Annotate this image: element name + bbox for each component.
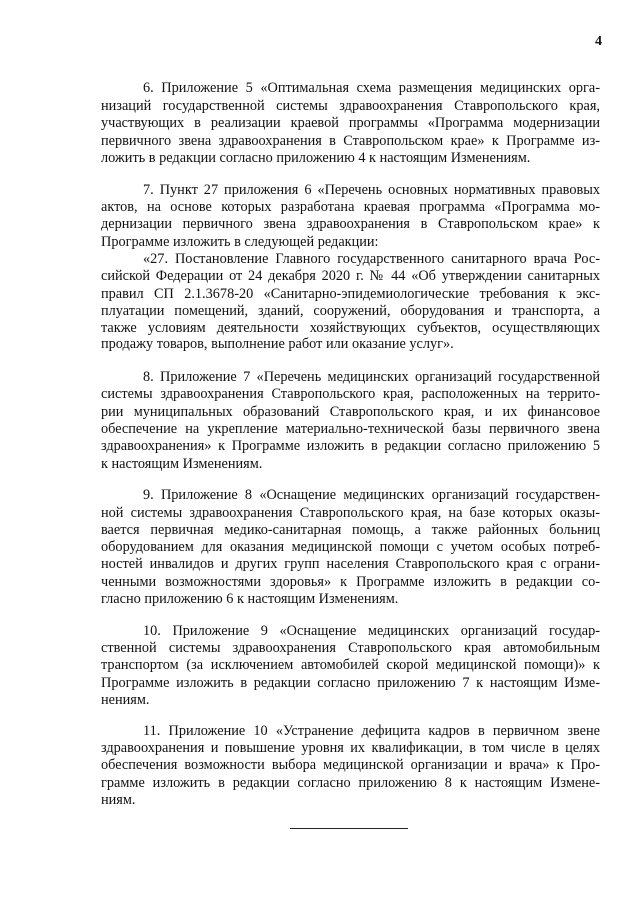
paragraph-11-line: обеспечения возможности выбора медицинской организации и врача» к Про- [101,757,600,773]
paragraph-7-line: 7. Пункт 27 приложения 6 «Перечень основных нормативных правовых [143,182,600,198]
paragraph-8-line: рии муниципальных образований Ставропольского края, и их финансовое [101,404,600,420]
paragraph-11-line: 11. Приложение 10 «Устранение дефицита кадров в первичном звене [143,723,600,739]
paragraph-6-line: 6. Приложение 5 «Оптимальная схема размещения медицинских орга- [143,80,600,96]
paragraph-8-line: к настоящим Изменениям. [101,456,263,472]
paragraph-7-line: также условиям деятельности хозяйствующих субъектов, осуществляющих [101,320,600,336]
paragraph-7-line: актов, на основе которых разработана краевая программа «Программа мо- [101,199,600,215]
paragraph-6-line: участвующих в реализации краевой программы «Программа модернизации [101,115,600,131]
page-number: 4 [595,34,602,49]
paragraph-9-line: ностей инвалидов и других групп населения Ставропольского края с ограни- [101,556,600,572]
paragraph-9-line: гласно приложению 6 к настоящим Изменениям. [101,591,399,607]
paragraph-9-line: оборудованием для оказания медицинской помощи с учетом особых потреб- [101,539,600,555]
paragraph-8-line: 8. Приложение 7 «Перечень медицинских организаций государственной [143,369,600,385]
paragraph-8-line: обеспечение на укрепление материально-технической базы первичного звена [101,421,600,437]
paragraph-9-line: ной системы здравоохранения Ставропольского края, на базе которых оказы- [101,505,600,521]
paragraph-10-line: ственной системы здравоохранения Ставропольского края автомобильным [101,640,600,656]
paragraph-9-line: ченными возможностями здоровья» к Программе изложить в редакции со- [101,574,600,590]
paragraph-6-line: низаций государственной системы здравоохранения Ставропольского края, [101,98,600,114]
paragraph-11-line: здравоохранения и повышение уровня их квалификации, в том числе в целях [101,740,600,756]
paragraph-7-line: Программе изложить в следующей редакции: [101,234,379,250]
paragraph-7-line: дернизации первичного звена здравоохранения в Ставропольском крае» к [101,216,600,232]
end-separator-line [290,828,408,829]
paragraph-8-line: системы здравоохранения Ставропольского края, расположенных на террито- [101,386,600,402]
paragraph-7-line: сийской Федерации от 24 декабря 2020 г. № 44 «Об утверждении санитарных [101,268,600,284]
paragraph-7-line: продажу товаров, выполнение работ или оказание услуг». [101,336,454,352]
paragraph-7-line: «27. Постановление Главного государственного санитарного врача Рос- [143,251,600,267]
paragraph-7-line: плуатации помещений, зданий, сооружений, оборудования и транспорта, а [101,303,600,319]
paragraph-10-line: транспортом (за исключением автомобилей скорой медицинской помощи)» к [101,657,600,673]
paragraph-6-line: ложить в редакции согласно приложению 4 к настоящим Изменениям. [101,150,531,166]
paragraph-11-line: ниям. [101,792,136,808]
paragraph-8-line: здравоохранения» к Программе изложить в редакции согласно приложению 5 [101,438,600,454]
paragraph-10-line: Программе изложить в редакции согласно приложению 7 к настоящим Изме- [101,675,600,691]
paragraph-11-line: грамме изложить в редакции согласно приложению 8 к настоящим Измене- [101,775,600,791]
paragraph-9-line: 9. Приложение 8 «Оснащение медицинских организаций государствен- [143,487,600,503]
paragraph-6-line: первичного звена здравоохранения в Ставропольском крае» к Программе из- [101,133,600,149]
paragraph-7-line: правил СП 2.1.3678-20 «Санитарно-эпидемиологические требования к экс- [101,286,600,302]
paragraph-10-line: нениям. [101,692,150,708]
paragraph-9-line: вается первичная медико-санитарная помощь, а также районных больниц [101,522,600,538]
paragraph-10-line: 10. Приложение 9 «Оснащение медицинских организаций государ- [143,623,600,639]
